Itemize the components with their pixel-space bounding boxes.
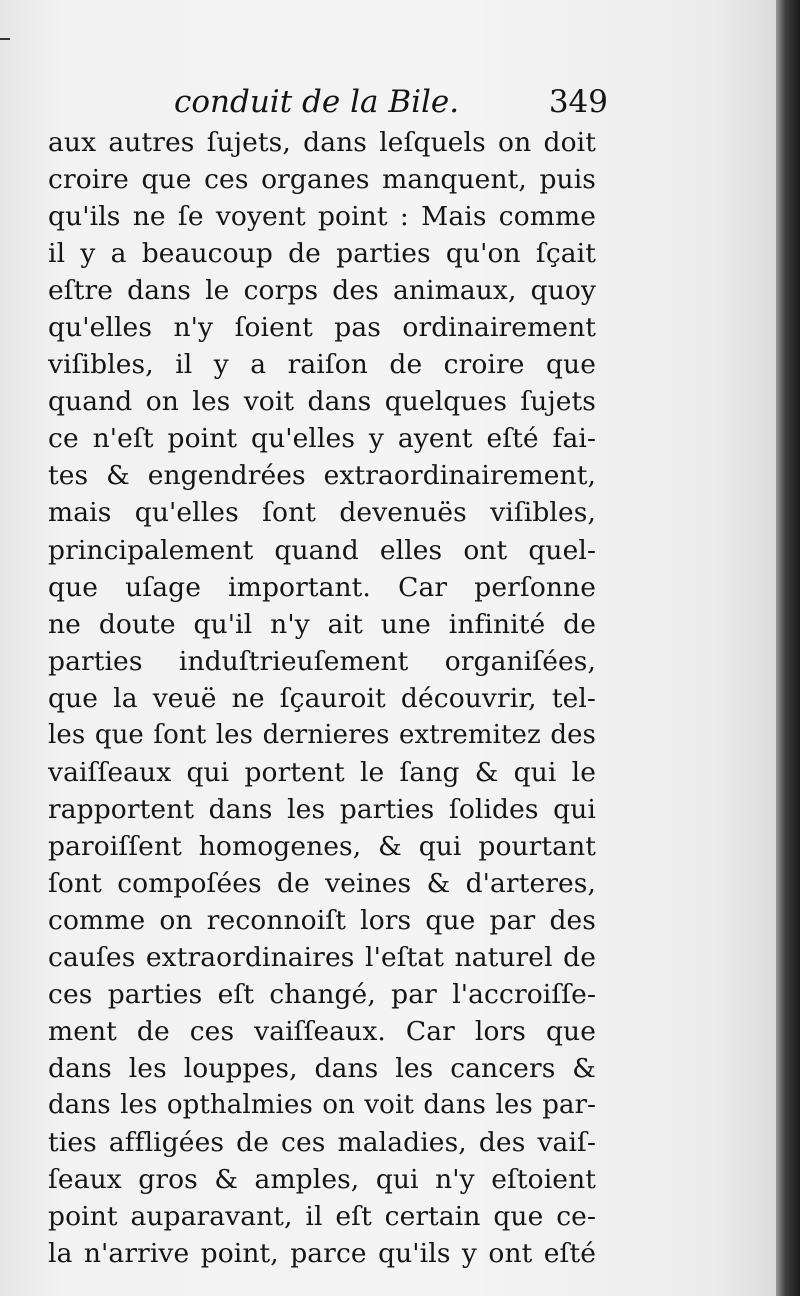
text-line: point auparavant, il eſt certain que ce-	[48, 1201, 596, 1233]
text-line: qu'ils ne ſe voyent point : Mais comme	[48, 201, 596, 233]
text-line: dans les opthalmies on voit dans les par-	[48, 1090, 596, 1121]
text-line: croire que ces organes manquent, puis	[48, 164, 596, 196]
text-line: ſont compoſées de veines & d'arteres,	[48, 867, 596, 899]
text-line: ce n'eſt point qu'elles y ayent eſté fai-	[48, 423, 596, 455]
text-line: parties induſtrieuſement organiſées,	[48, 645, 596, 677]
text-line: tes & engendrées extraordinairement,	[48, 460, 596, 492]
page-number: 349	[548, 84, 608, 120]
text-line: cauſes extraordinaires l'eſtat naturel de	[48, 942, 596, 974]
text-line: dans les louppes, dans les cancers &	[48, 1053, 596, 1085]
running-title: conduit de la Bile.	[174, 84, 460, 120]
text-line: viſibles, il y a raiſon de croire que	[48, 349, 596, 381]
text-line: les que ſont les dernieres extremitez des	[48, 719, 596, 750]
text-line: ces parties eſt changé, par l'accroiſſe-	[48, 979, 596, 1011]
text-line: la n'arrive point, parce qu'ils y ont eſté	[48, 1238, 596, 1270]
page-header	[48, 80, 608, 124]
text-line: eſtre dans le corps des animaux, quoy	[48, 275, 596, 307]
text-line: vaiſſeaux qui portent le ſang & qui le	[48, 756, 596, 788]
text-line: ties affligées de ces maladies, des vaiſ-	[48, 1127, 596, 1159]
text-line: paroiſſent homogenes, & qui pourtant	[48, 830, 596, 862]
text-line: principalement quand elles ont quel-	[48, 534, 596, 566]
text-line: que la veuë ne ſçauroit découvrir, tel-	[48, 682, 596, 714]
text-line: qu'elles n'y ſoient pas ordinairement	[48, 312, 596, 344]
text-line: aux autres ſujets, dans leſquels on doit	[48, 127, 596, 158]
text-line: comme on reconnoiſt lors que par des	[48, 904, 596, 936]
page-edge-shadow	[776, 0, 800, 1296]
text-line: il y a beaucoup de parties qu'on ſçait	[48, 238, 596, 270]
body-text	[48, 124, 596, 1272]
text-line: ment de ces vaiſſeaux. Car lors que	[48, 1016, 596, 1048]
text-line: rapportent dans les parties ſolides qui	[48, 793, 596, 825]
text-line: quand on les voit dans quelques ſujets	[48, 386, 596, 418]
text-line: ne doute qu'il n'y ait une infinité de	[48, 608, 596, 640]
text-line: ſeaux gros & amples, qui n'y eſtoient	[48, 1164, 596, 1196]
margin-mark	[0, 38, 10, 40]
text-line: que uſage important. Car perſonne	[48, 571, 596, 603]
text-line: mais qu'elles ſont devenuës viſibles,	[48, 497, 596, 529]
